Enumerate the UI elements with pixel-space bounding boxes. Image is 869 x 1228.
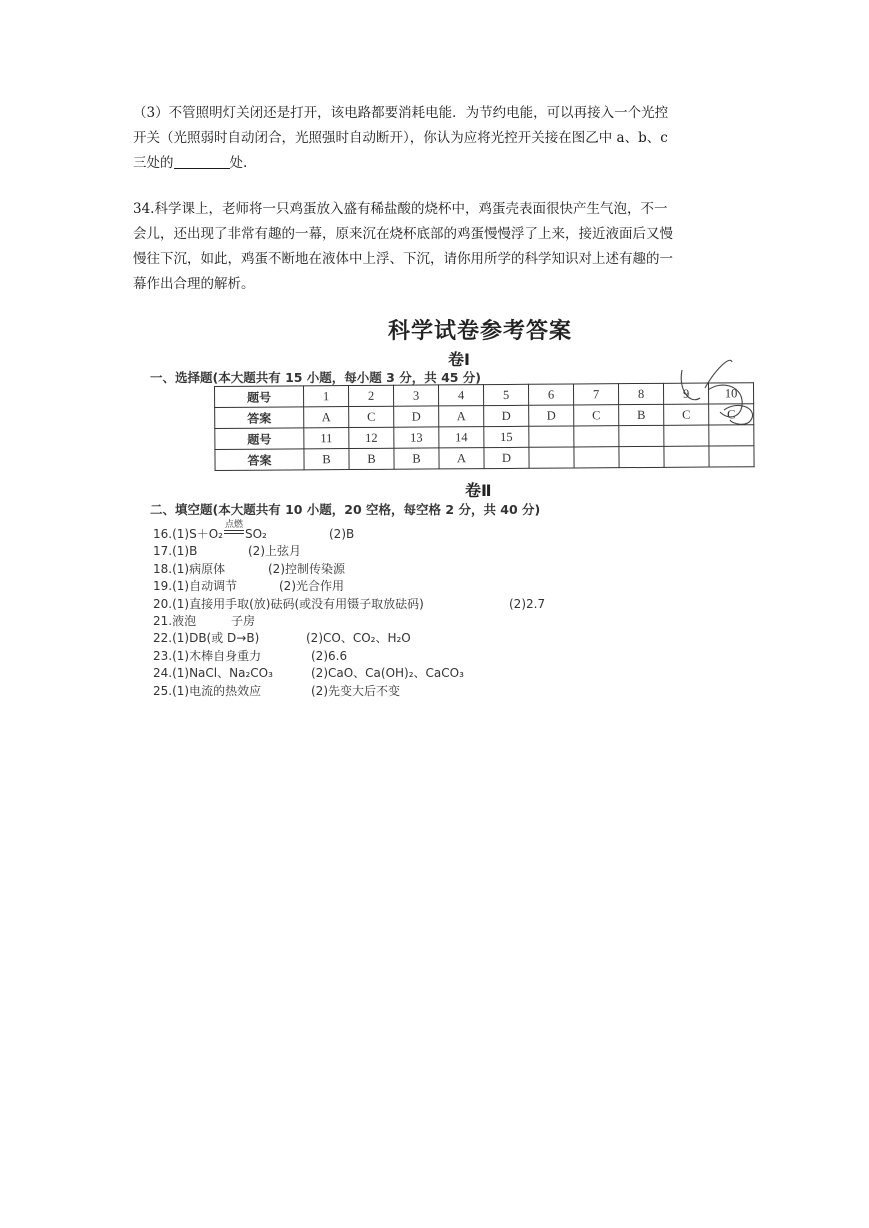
number-cell: 5: [483, 384, 528, 405]
number-cell: [574, 426, 619, 447]
answer-cell: A: [304, 407, 349, 428]
answer-part-1: 21.液泡: [153, 613, 197, 628]
list-item: [153, 683, 424, 700]
answer-cell: [574, 447, 619, 468]
answer-part-1: 18.(1)病原体: [153, 561, 226, 576]
answer-part-2: 子房: [231, 613, 256, 628]
list-item: [153, 665, 464, 682]
section-2-header: 二、填空题(本大题共有 10 小题，20 空格，每空格 2 分，共 40 分): [150, 502, 541, 517]
answer-cell: C: [574, 405, 619, 426]
number-cell: 6: [528, 384, 573, 405]
number-cell: 9: [663, 383, 708, 404]
number-cell: 13: [394, 427, 439, 448]
answer-part-1: 20.(1)直接用手取(放)砝码(或没有用镊子取放砝码): [153, 596, 424, 611]
row-label: 题号: [215, 386, 304, 408]
number-cell: 2: [349, 385, 394, 406]
answer-cell: C: [349, 406, 394, 427]
row-label: 答案: [215, 407, 304, 429]
answer-cell: B: [349, 448, 394, 469]
number-cell: 3: [393, 385, 438, 406]
answer-part-2: (2)CaO、Ca(OH)₂、CaCO₃: [311, 666, 464, 681]
list-item: [153, 578, 424, 595]
answer-part-2: (2)B: [329, 527, 355, 541]
number-cell: [619, 425, 664, 446]
number-cell: 10: [708, 383, 753, 404]
answer-part-1: 23.(1)木棒自身重力: [153, 648, 262, 663]
answer-part-1: 25.(1)电流的热效应: [153, 683, 262, 698]
number-cell: [529, 426, 574, 447]
condition-label: 点燃: [224, 520, 243, 530]
answer-part-1: 24.(1)NaCl、Na₂CO₃: [153, 666, 273, 681]
answer-part-2: (2)CO、CO₂、H₂O: [306, 631, 411, 646]
list-item: [153, 561, 424, 578]
q34-line-4: 幕作出合理的解析。: [133, 276, 255, 292]
list-item: [153, 596, 546, 613]
number-cell: 14: [439, 427, 484, 448]
volume-2-heading: 卷Ⅱ: [465, 481, 492, 500]
answer-part-2: (2)2.7: [509, 596, 546, 611]
q34-line-2: 会儿，还出现了非常有趣的一幕，原来沉在烧杯底部的鸡蛋慢慢浮了上来，接近液面后又慢: [133, 226, 673, 242]
volume-1-heading: 卷Ⅰ: [448, 350, 470, 369]
reaction-product: SO₂: [244, 527, 267, 541]
handwritten-score-scribble: [660, 350, 770, 430]
list-item: [153, 648, 424, 665]
answer-part-2: (2)6.6: [311, 648, 348, 663]
answer-part-1: 19.(1)自动调节: [153, 579, 238, 594]
answer-cell: B: [619, 404, 664, 425]
q3-line-3-after: 处.: [229, 155, 248, 171]
q3-line-3: [133, 151, 743, 176]
answer-blank: [174, 154, 230, 169]
number-cell: 4: [438, 385, 483, 406]
number-cell: 11: [304, 428, 349, 449]
number-cell: 12: [349, 427, 394, 448]
reaction-condition: [223, 520, 245, 543]
answer-cell: D: [529, 405, 574, 426]
q3-line-2: 开关（光照弱时自动闭合，光照强时自动断开），你认为应将光控开关接在图乙中 a、b、c: [133, 130, 668, 146]
fill-in-answers-list: [153, 520, 546, 700]
q34-line-3: 慢往下沉，如此，鸡蛋不断地在液体中上浮、下沉，请你用所学的科学知识对上述有趣的一: [133, 251, 673, 267]
answer-cell: B: [304, 449, 349, 470]
answer-cell: C: [709, 404, 754, 425]
answer-part-2: (2)上弦月: [248, 544, 301, 559]
question-3-part-3: [133, 101, 743, 176]
row-label: 答案: [215, 449, 304, 471]
q3-line-3-before: 三处的: [133, 155, 174, 171]
list-item: [153, 543, 424, 560]
list-item: [153, 630, 424, 647]
answer-key-title: 科学试卷参考答案: [387, 319, 572, 344]
answer-cell: D: [394, 406, 439, 427]
answer-cell: [619, 446, 664, 467]
row-label: 题号: [215, 428, 304, 450]
answer-part-2: (2)控制传染源: [268, 561, 345, 576]
number-cell: 1: [304, 386, 349, 407]
q34-line-1: 34.科学课上，老师将一只鸡蛋放入盛有稀盐酸的烧杯中，鸡蛋壳表面很快产生气泡，不一: [133, 201, 668, 217]
number-cell: 8: [618, 383, 663, 404]
answer-part-2: (2)光合作用: [279, 579, 344, 594]
question-34: [133, 197, 743, 297]
answer-cell: A: [439, 448, 484, 469]
q3-line-1: （3）不管照明灯关闭还是打开，该电路都要消耗电能．为节约电能，可以再接入一个光控: [133, 105, 669, 121]
answer-part-1: 22.(1)DB(或 D→B): [153, 631, 260, 646]
answer-part-2: (2)先变大后不变: [311, 683, 400, 698]
number-cell: 7: [573, 384, 618, 405]
answer-part-1: 17.(1)B: [153, 544, 198, 559]
section-1-header: 一、选择题(本大题共有 15 小题，每小题 3 分，共 45 分): [150, 370, 482, 385]
answer-part-1: 16.(1)S＋O₂: [153, 527, 223, 541]
answer-cell: C: [664, 404, 709, 425]
answer-cell: [529, 447, 574, 468]
list-item: [153, 613, 424, 630]
list-item: [153, 520, 424, 543]
answer-cell: [709, 446, 754, 467]
answer-cell: D: [484, 405, 529, 426]
answer-cell: A: [439, 406, 484, 427]
answer-cell: [664, 446, 709, 467]
answer-cell: B: [394, 448, 439, 469]
number-cell: 15: [484, 426, 529, 447]
table-row-answers-2: [215, 446, 754, 471]
answer-cell: D: [484, 447, 529, 468]
